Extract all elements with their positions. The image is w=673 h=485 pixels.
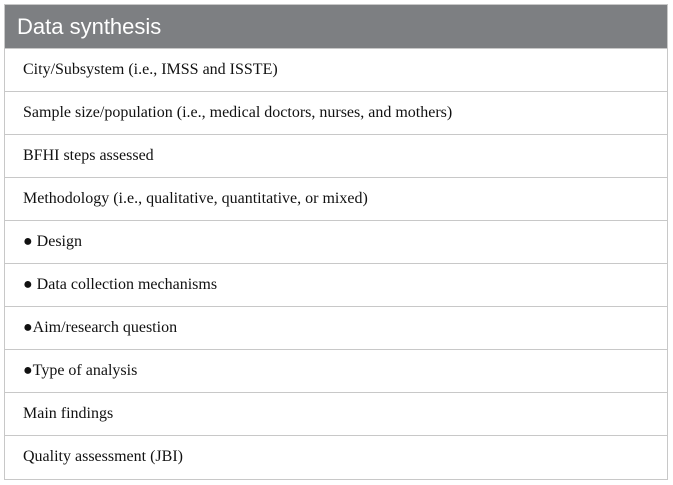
- table-row: ●Type of analysis: [5, 350, 667, 393]
- data-synthesis-table: [4, 4, 668, 480]
- table-row: ●Aim/research question: [5, 307, 667, 350]
- table-row: ● Design: [5, 221, 667, 264]
- table-row: City/Subsystem (i.e., IMSS and ISSTE): [5, 49, 667, 92]
- table-row: Methodology (i.e., qualitative, quantitative, or mixed): [5, 178, 667, 221]
- table-header: Data synthesis: [5, 5, 667, 49]
- table-row: Main findings: [5, 393, 667, 436]
- table-row: Quality assessment (JBI): [23, 448, 183, 465]
- table-row: Sample size/population (i.e., medical doctors, nurses, and mothers): [5, 92, 667, 135]
- table-row: ● Data collection mechanisms: [5, 264, 667, 307]
- table-row: BFHI steps assessed: [5, 135, 667, 178]
